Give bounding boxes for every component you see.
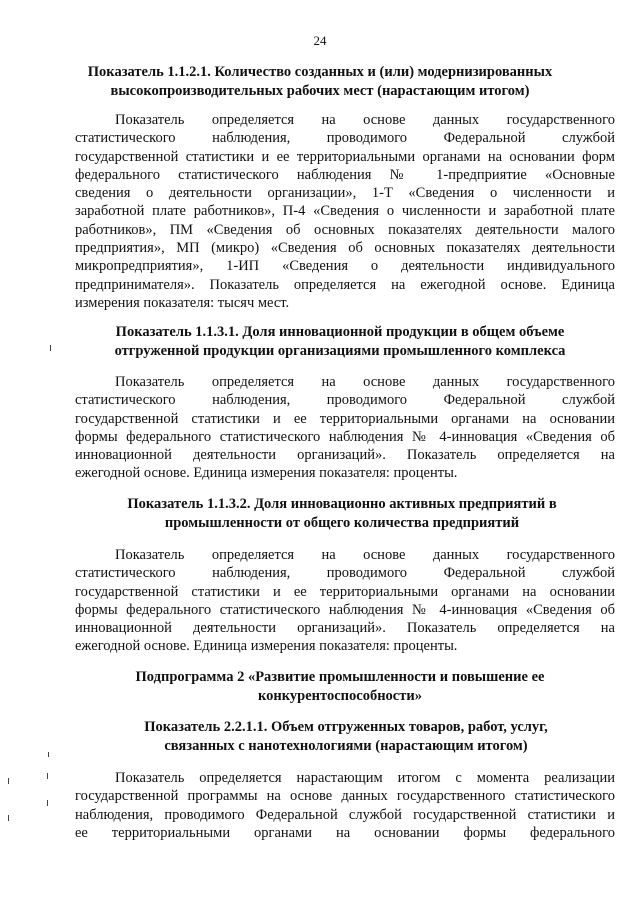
- page-number: 24: [313, 33, 327, 48]
- heading-line: высокопроизводительных рабочих мест (нарастающим итогом): [110, 83, 530, 99]
- paragraph-line: предпринимателя». Показатель определяется на ежегодной основе. Единица: [75, 276, 615, 293]
- heading-line: Показатель 1.1.3.1. Доля инновационной продукции в общем объеме: [115, 324, 565, 340]
- section-paragraph: [75, 769, 615, 842]
- section-heading: [26, 718, 640, 756]
- paragraph-line: Показатель определяется нарастающим итогом с момента реализации: [115, 770, 615, 786]
- paragraph-line: статистического наблюдения, проводимого Федеральной службой: [75, 565, 615, 582]
- paragraph-line: ежегодной основе. Единица измерения показателя: проценты.: [75, 638, 458, 655]
- heading-line: конкурентоспособности»: [258, 688, 422, 704]
- paragraph-line: Показатель определяется на основе данных государственного: [115, 374, 615, 390]
- paragraph-line: работников», ПМ «Сведения об основных показателях деятельности малого: [75, 221, 615, 238]
- paragraph-line: Показатель определяется на основе данных государственного: [115, 112, 615, 128]
- heading-line: Подпрограмма 2 «Развитие промышленности и повышение ее: [135, 669, 545, 685]
- scan-speck: [48, 752, 49, 757]
- subprogram-heading: [20, 668, 640, 706]
- paragraph-line: инновационной деятельности организаций». Показатель определяется на: [75, 447, 615, 464]
- section-paragraph: [75, 546, 615, 656]
- section-heading: [20, 323, 640, 361]
- scan-speck: [47, 800, 48, 806]
- section-heading: [22, 495, 640, 533]
- scan-speck: [47, 773, 48, 779]
- paragraph-line: формы федерального статистического наблюдения № 4-инновация «Сведения об: [75, 601, 615, 618]
- paragraph-line: заработной плате работников», П-4 «Сведения о численности и заработной плате: [75, 203, 615, 220]
- section-paragraph: [75, 111, 615, 312]
- paragraph-line: формы федерального статистического наблюдения № 4-инновация «Сведения об: [75, 428, 615, 445]
- paragraph-line: государственной статистики и ее территориальными органами на основании: [75, 583, 615, 600]
- paragraph-line: государственной статистики и ее территориальными органами на основании: [75, 410, 615, 427]
- paragraph-line: наблюдения, проводимого Федеральной службой государственной статистики и: [75, 806, 615, 823]
- paragraph-line: статистического наблюдения, проводимого Федеральной службой: [75, 130, 615, 147]
- heading-line: Показатель 2.2.1.1. Объем отгруженных товаров, работ, услуг,: [144, 719, 548, 735]
- paragraph-line: государственной программы на основе данных государственного статистического: [75, 788, 615, 805]
- heading-line: связанных с нанотехнологиями (нарастающим итогом): [164, 738, 528, 754]
- paragraph-line: статистического наблюдения, проводимого Федеральной службой: [75, 392, 615, 409]
- paragraph-line: сведения о деятельности организации», 1-Т «Сведения о численности и: [75, 185, 615, 202]
- scan-speck: [8, 815, 9, 821]
- paragraph-line: ежегодной основе. Единица измерения показателя: проценты.: [75, 465, 458, 482]
- heading-line: промышленности от общего количества предприятий: [164, 515, 520, 531]
- heading-line: Показатель 1.1.2.1. Количество созданных и (или) модернизированных: [87, 64, 553, 80]
- paragraph-line: федерального статистического наблюдения № 1-предприятие «Основные: [75, 166, 615, 183]
- section-paragraph: [75, 373, 615, 483]
- heading-line: Показатель 1.1.3.2. Доля инновационно активных предприятий в: [127, 496, 557, 512]
- section-heading: [0, 63, 640, 101]
- paragraph-line: измерения показателя: тысяч мест.: [75, 294, 290, 311]
- paragraph-line: инновационной деятельности организаций». Показатель определяется на: [75, 620, 615, 637]
- paragraph-line: государственной статистики и ее территориальными органами на основании форм: [75, 148, 615, 165]
- paragraph-line: предприятия», МП (микро) «Сведения об основных показателях деятельности: [75, 240, 615, 257]
- paragraph-line: ее территориальными органами на основании формы федерального: [75, 824, 615, 841]
- paragraph-line: микропредприятия», 1-ИП «Сведения о деятельности индивидуального: [75, 258, 615, 275]
- scan-speck: [8, 778, 9, 784]
- heading-line: отгруженной продукции организациями промышленного комплекса: [114, 343, 566, 359]
- paragraph-line: Показатель определяется на основе данных государственного: [115, 547, 615, 563]
- scan-speck: [50, 345, 51, 351]
